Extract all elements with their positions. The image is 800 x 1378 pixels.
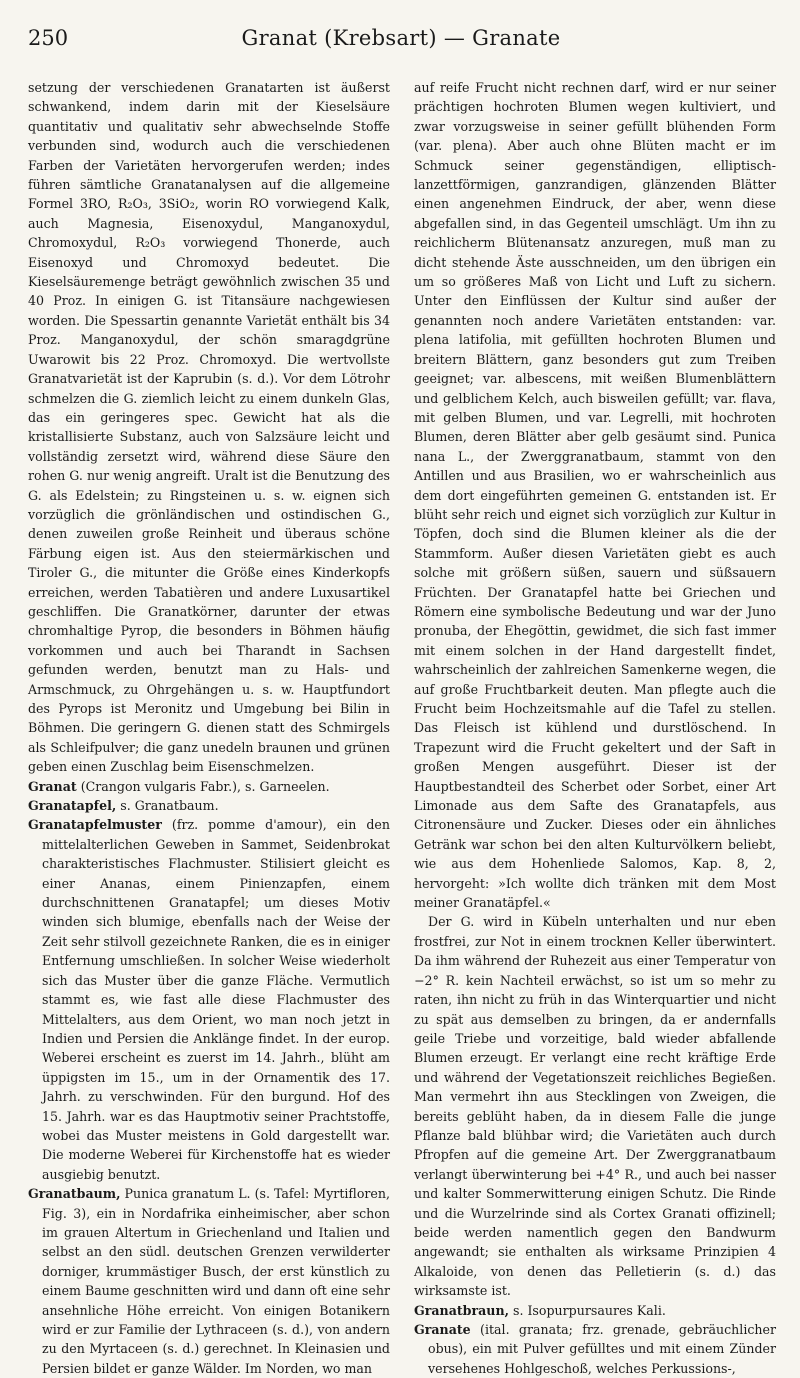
paragraph: Der G. wird in Kübeln unterhalten und nur eben frostfrei, zur Not in einem trocknen Keller überwintert. Da ihm während der Ruhezeit aus einer Temperatur von −2° R. kein Nachteil erwächst, so ist um so mehr zu raten, ihn nicht zu früh in das Winterquartier und nicht zu spät aus demselben zu bringen, da er andernfalls geile Triebe und vorzeitige, bald wieder abfallende Blumen erzeugt. Er verlangt eine recht kräftige Erde und während der Vegetationszeit reichliches Begießen. Man vermehrt ihn aus Stecklingen von Zweigen, die bereits geblüht haben, da in diesem Falle die junge Pflanze bald blühbar wird; die Varietäten auch durch Pfropfen auf die gemeine Art. Der Zwerggranatbaum verlangt überwinterung bei +4° R., und auch bei nasser und kalter Sommerwitterung einigen Schutz. Die Rinde und die Wurzelrinde sind als Cortex Granati offizinell; beide werden namentlich gegen den Bandwurm angewandt; sie enthalten als wirksame Prinzipien 4 Alkaloide, von denen das Pelletierin (s. d.) das wirksamste ist. [414,914,776,1299]
headword: Granate [414,1322,471,1337]
entry-granat: Granat (Crangon vulgaris Fabr.), s. Garneelen. [28,778,330,794]
right-column [414,78,776,1378]
headword: Granatapfel, [28,798,117,814]
page-number: 250 [28,26,69,50]
entry-granate: Granate (ital. granata; frz. grenade, gebräuchlicher obus), ein mit Pulver gefülltes und mit einem Zünder versehenes Hohlgeschoß, welches Perkussions-, [414,1322,776,1376]
entry-granatbaum: Granatbaum, Punica granatum L. (s. Tafel: Myrtifloren, Fig. 3), ein in Nordafrika einheimischer, aber schon im grauen Altertum in Griechenland und Italien und selbst an den südl. deutschen Grenzen verwilderter dorniger, krummästiger Busch, der erst künstlich zu einem Baume geschnitten wird und dann oft eine sehr ansehnliche Höhe erreicht. Von einigen Botanikern wird er zur Familie der Lythraceen (s. d.), von andern zu den Myrtaceen (s. d.) gerechnet. In Kleinasien und Persien bildet er ganze Wälder. Im Norden, wo man [28,1186,390,1376]
entry-granatapfel: Granatapfel, s. Granatbaum. [28,798,219,814]
page-header [28,26,774,60]
headword: Granatbraun, [414,1302,509,1318]
headword: Granat [28,778,77,794]
headword: Granatbaum, [28,1186,121,1202]
continued-paragraph: auf reife Frucht nicht rechnen darf, wird er nur seiner prächtigen hochroten Blumen wegen kultiviert, und zwar vorzugsweise in seiner gefüllt blühenden Form (var. plena). Aber auch ohne Blüten macht er im Schmuck seiner gegenständigen, elliptisch-lanzettförmigen, ganzrandigen, glänzenden Blätter einen angenehmen Eindruck, der aber, wenn diese abgefallen sind, in das Gegenteil umschlägt. Um ihn zu reichlicherm Blütenansatz anzuregen, muß man zu dicht stehende Äste ausschneiden, um den übrigen ein um so größeres Maß von Licht und Luft zu sichern. Unter den Einflüssen der Kultur sind außer der genannten noch andere Varietäten entstanden: var. plena latifolia, mit gefüllten hochroten Blumen und breitern Blättern, ganz besonders gut zum Treiben geeignet; var. albescens, mit weißen Blumenblättern und gelblichem Kelch, auch bisweilen gefüllt; var. flava, mit gelben Blumen, und var. Legrelli, mit hochroten Blumen, deren Blätter aber gelb gesäumt sind. Punica nana L., der Zwerggranatbaum, stammt von den Antillen und aus Brasilien, wo er wahrscheinlich aus dem dort eingeführten gemeinen G. entstanden ist. Er blüht sehr reich und eignet sich vorzüglich zur Kultur in Töpfen, doch sind die Blumen kleiner als die der Stammform. Außer diesen Varietäten giebt es auch solche mit größern süßen, sauern und süßsauern Früchten. Der Granatapfel hatte bei Griechen und Römern eine symbolische Bedeutung und war der Juno pronuba, der Ehegöttin, gewidmet, die sich fast immer mit einem solchen in der Hand dargestellt findet, wahrscheinlich der zahlreichen Samenkerne wegen, die auf große Fruchtbarkeit deuten. Man pflegte auch die Frucht beim Hochzeitsmahle auf die Tafel zu stellen. Das Fleisch ist kühlend und durstlöschend. In Trapezunt wird die Frucht gekeltert und der Saft in großen Mengen ausgeführt. Dieser ist der Hauptbestandteil des Scherbet oder Sorbet, einer Art Limonade aus dem Safte des Granatapfels, aus Citronensäure und Zucker. Dieses oder ein ähnliches Getränk war schon bei den alten Kulturvölkern beliebt, wie aus dem Hohenliede Salomos, Kap. 8, 2, hervorgeht: »Ich wollte dich tränken mit dem Most meiner Granatäpfel.« [414,80,776,911]
entry-granatapfelmuster: Granatapfelmuster (frz. pomme d'amour), ein den mittelalterlichen Geweben in Sammet, Seidenbrokat charakteristisches Flachmuster. Stilisiert gleicht es einer Ananas, einem Pinienzapfen, einem durchschnittenen Granatapfel; um dieses Motiv winden sich blumige, ebenfalls nach der Weise der Zeit sehr stilvoll gezeichnete Ranken, die es in einiger Entfernung umschließen. In solcher Weise wiederholt sich das Muster über die ganze Fläche. Vermutlich stammt es, wie fast alle diese Flachmuster des Mittelalters, aus dem Orient, wo man noch jetzt in Indien und Persien die Anklänge findet. In der europ. Weberei erscheint es zuerst im 14. Jahrh., blüht am üppigsten im 15., um in der Ornamentik des 17. Jahrh. zu verschwinden. Für den burgund. Hof des 15. Jahrh. war es das Hauptmotiv seiner Prachtstoffe, wobei das Muster meistens in Gold dargestellt war. Die moderne Weberei für Kirchenstoffe hat es wieder ausgiebig benutzt. [28,817,390,1182]
left-column [28,78,390,1378]
headword: Granatapfelmuster [28,817,162,833]
entry-granatbraun: Granatbraun, s. Isopurpursaures Kali. [414,1302,666,1318]
running-head: Granat (Krebsart) — Granate [241,26,561,50]
continued-paragraph: setzung der verschiedenen Granatarten ist äußerst schwankend, indem darin mit der Kieselsäure quantitativ und qualitativ sehr abwechselnde Stoffe verbunden sind, wodurch auch die verschiedenen Farben der Varietäten hervorgerufen werden; indes führen sämtliche Granatanalysen auf die allgemeine Formel 3RO, R₂O₃, 3SiO₂, worin RO vorwiegend Kalk, auch Magnesia, Eisenoxydul, Manganoxydul, Chromoxydul, R₂O₃ vorwiegend Thonerde, auch Eisenoxyd und Chromoxyd bedeutet. Die Kieselsäuremenge beträgt gewöhnlich zwischen 35 und 40 Proz. In einigen G. ist Titansäure nachgewiesen worden. Die Spessartin genannte Varietät enthält bis 34 Proz. Manganoxydul, der schön smaragdgrüne Uwarowit bis 22 Proz. Chromoxyd. Die wertvollste Granatvarietät ist der Kaprubin (s. d.). Vor dem Lötrohr schmelzen die G. ziemlich leicht zu einem dunkeln Glas, das ein geringeres spec. Gewicht hat als die kristallisierte Substanz, auch von Salzsäure leicht und vollständig zersetzt wird, während diese Säure den rohen G. nur wenig angreift. Uralt ist die Benutzung des G. als Edelstein; zu Ringsteinen u. s. w. eignen sich vorzüglich die grönländischen und ostindischen G., denen zuweilen große Reinheit und überaus schöne Färbung eigen ist. Aus den steiermärkischen und Tiroler G., die mitunter die Größe eines Kinderkopfs erreichen, werden Tabatièren und andere Luxusartikel geschliffen. Die Granatkörner, darunter der etwas chromhaltige Pyrop, die besonders in Böhmen häufig vorkommen und auch bei Tharandt in Sachsen gefunden werden, benutzt man zu Hals- und Armschmuck, zu Ohrgehängen u. s. w. Hauptfundort des Pyrops ist Meronitz und Umgebung bei Bilin in Böhmen. Die geringern G. dienen statt des Schmirgels als Schleifpulver; die ganz unedeln braunen und grünen geben einen Zuschlag beim Eisenschmelzen. [28,80,390,775]
